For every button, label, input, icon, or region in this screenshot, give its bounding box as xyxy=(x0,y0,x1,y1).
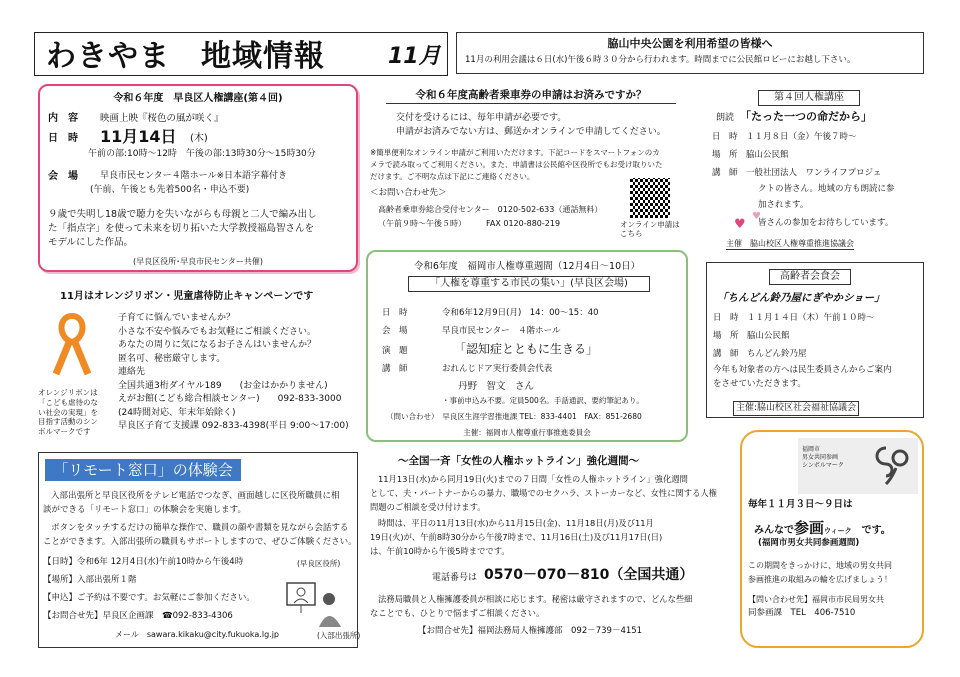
reading-title: 「たった一つの命だから」 xyxy=(740,110,872,123)
senior-lunch-title: 高齢者会食会 xyxy=(769,269,851,285)
lecture-detail: 場 所 脇山公民館 xyxy=(712,150,789,160)
description-line: ９歳で失明し18歳で聴力を失いながらも母親と二人で編み出し xyxy=(48,209,317,220)
symbol-mark-caption: 福岡市 男女共同参画 シンボルマーク xyxy=(802,446,844,469)
hotline-paragraph: 法務局職員と人権擁護委員が相談に応じます。秘密は厳守されますので、どんな些細 xyxy=(378,594,693,604)
remote-paragraph: 入部出張所と早良区役所をテレビ電話でつなぎ、画面越しに区役所職員に相 xyxy=(51,491,340,501)
equality-week-dates: 毎年１１月３日～９日は xyxy=(748,499,853,510)
wakiyama-lecture-title: 第４回人権講座 xyxy=(758,90,860,106)
heart-icon: ♥ xyxy=(734,217,746,232)
equality-week-description: 参画推進の取組みの輪を広げましょう！ xyxy=(748,575,892,584)
masthead-title: わきやま 地域情報 xyxy=(46,39,325,74)
event-times: 午前の部:10時～12時 午後の部:13時30分～15時30分 xyxy=(88,149,316,159)
hotline-phone-number[interactable]: 0570－070－810（全国共通） xyxy=(484,567,694,583)
row-label: 会 場 xyxy=(382,326,408,336)
lecture-detail: 加されます。 xyxy=(758,200,809,210)
lecturer-name: 丹野 智文 さん xyxy=(458,381,535,392)
bus-pass-title: 令和６年度高齢者乗車券の申請はお済みですか？ xyxy=(386,88,676,104)
bus-pass-contact: （午前９時～午後５時） FAX 0120-880-219 xyxy=(378,219,561,228)
lecture-topic: 「認知症とともに生きる」 xyxy=(454,342,599,356)
lecture-detail: 講 師 一般社団法人 ワンライフプロジェ xyxy=(712,168,882,178)
park-notice-text: 11月の利用会議は６日(水)午後６時３０分から行われます。時間までに公民館ロビーにお越し下さい。 xyxy=(465,55,856,65)
lunch-detail: 講 師 ちんどん鈴乃屋 xyxy=(713,349,807,359)
lunch-detail: 今年も対象者の方へは民生委員さんからご案内 xyxy=(713,365,892,375)
qr-caption: オンライン申請は こちら xyxy=(620,220,680,238)
bus-pass-note: だけます。ご不明な点は下記にご連絡ください。 xyxy=(370,172,535,181)
masthead-month: 11月 xyxy=(388,44,441,69)
row-label: 講 師 xyxy=(382,364,408,374)
lunch-detail: 日 時 １１月１４日（木）午前１０時～ xyxy=(713,313,875,323)
row-label: 演 題 xyxy=(382,346,408,356)
lunch-detail: 場 所 脇山公民館 xyxy=(713,331,790,341)
capacity-note: (午前、午後とも先着500名・申込不要) xyxy=(90,185,250,195)
event-dow: (木) xyxy=(190,133,208,144)
remote-apply: 【申込】ご予約は不要です。お気軽にご参加ください。 xyxy=(43,593,255,603)
ward-office-caption: (早良区役所) xyxy=(297,559,341,568)
remote-mail: メール sawara.kikaku@city.fukuoka.lg.jp xyxy=(115,630,280,639)
hotline-paragraph: なことでも、ひとりで悩まずご相談ください。 xyxy=(370,608,545,618)
ribbon-caption: オレンジリボンは 「こども虐待のな い社会の実現」を 目指す活動のシン ボルマークです xyxy=(38,388,98,436)
human-rights-week-subtitle: 「人権を尊重する市民の集い」(早良区会場) xyxy=(408,276,650,292)
equality-week-name: (福岡市男女共同参画週間) xyxy=(758,538,860,548)
reading-label: 朗読 xyxy=(716,113,735,123)
bus-pass-contact: 高齢者乗車券総合受付センター 0120-502-633（通話無料） xyxy=(378,205,603,214)
hotline-paragraph: 時間は、平日の11月13日(水)から11月15日(金)、11月18日(月)及び11月 xyxy=(378,518,654,528)
remote-window-section xyxy=(38,452,361,648)
lecture-sponsor: 主催 脇山校区人権尊重推進協議会 xyxy=(726,238,854,250)
equality-week-contact: 同参画課 TEL 406-7510 xyxy=(748,608,856,618)
description-line: た「指点字」を使って未来を切り拓いた大学教授福島智さんを xyxy=(48,223,315,234)
womens-hotline-section xyxy=(366,452,738,648)
content-label: 内 容 xyxy=(48,113,78,124)
hotline-paragraph: 問題のご相談を受け付けます。 xyxy=(370,502,486,512)
jinken-kouza-title: 令和６年度 早良区人権講座(第４回) xyxy=(113,93,283,104)
gender-equality-symbol-icon xyxy=(872,442,914,490)
remote-paragraph: 談ができる「リモート窓口」の体験会を実施します。 xyxy=(43,505,246,515)
cosponsor-note: (早良区役所･早良市民センター共催) xyxy=(133,257,263,266)
content-value: 映画上映『桜色の風が咲く』 xyxy=(100,113,224,124)
bus-pass-note: ※簡単便利なオンライン申請がご利用いただけます。下記コードをスマートフォンのカ xyxy=(370,148,660,157)
wakiyama-lecture-section xyxy=(706,86,924,256)
orange-ribbon-icon xyxy=(50,308,94,378)
bus-pass-contact-label: ＜お問い合わせ先＞ xyxy=(370,188,447,198)
heart-icon: ♥ xyxy=(752,211,761,222)
remote-paragraph: ことができます。入部出張所の職員もサポートしますので、ぜひご体験ください。 xyxy=(43,537,357,547)
lecture-detail: クトの皆さん。地域の方も朗読に参 xyxy=(758,184,895,194)
event-contact: （問い合わせ） 早良区生涯学習推進課 TEL：833-4401 FAX：851-2680 xyxy=(386,412,642,421)
qr-code[interactable] xyxy=(630,178,670,218)
hotline-paragraph: として、夫・パートナーからの暴力、職場でのセクハラ、ストーカーなど、女性に関する人権 xyxy=(370,488,717,498)
human-rights-week-title: 令和6年度 福岡市人権尊重週間（12月4日～10日） xyxy=(413,261,641,272)
park-notice-title: 脇山中央公園を利用希望の皆様へ xyxy=(607,37,773,50)
row-value: 令和6年12月9日(月) 14：00～15：40 xyxy=(442,308,599,318)
row-value: 早良市民センター ４階ホール xyxy=(442,326,561,336)
lunch-detail: をさせていただきます。 xyxy=(713,379,806,389)
row-label: 日 時 xyxy=(382,308,408,318)
remote-place: 【場所】入部出張所１階 xyxy=(43,575,137,585)
remote-window-title: 「リモート窓口」の体験会 xyxy=(45,459,241,481)
hotline-paragraph: 19日(火)が、午前8時30分から午後7時まで、11月16日(土)及び11月17日(日) xyxy=(370,532,663,542)
remote-date: 【日時】令和6年 12月4日(水)午前10時から午後4時 xyxy=(43,557,244,567)
senior-lunch-subtitle: 「ちんどん鈴乃屋にぎやかショー」 xyxy=(717,292,885,304)
gender-equality-section xyxy=(740,430,924,648)
venue-label: 会 場 xyxy=(48,171,78,182)
equality-week-description: この期間をきっかけに、地域の男女共同 xyxy=(748,561,892,570)
bus-pass-section xyxy=(366,86,696,244)
event-note: ・事前申込み不要。定員500名。手話通訳、要約筆記あり。 xyxy=(442,396,644,405)
park-notice xyxy=(456,32,924,74)
remote-contact: 【お問合せ先】早良区企画課 ☎092-833-4306 xyxy=(43,611,233,621)
senior-lunch-section xyxy=(706,262,924,418)
lunch-sponsor: 主催:脇山校区社会福祉協議会 xyxy=(733,401,859,416)
human-rights-week-section xyxy=(366,250,688,442)
bus-pass-line: 申請がお済みでない方は、郵送かオンラインで申請してください。 xyxy=(396,127,666,137)
branch-office-caption: (入部出張所) xyxy=(317,631,361,640)
bus-pass-line: 交付を受けるには、毎年申請が必要です。 xyxy=(396,113,567,123)
hotline-contact: 【お問合せ先】福岡法務局人権擁護部 092－739－4151 xyxy=(418,626,643,636)
orange-ribbon-body: 子育てに悩んでいませんか？ 小さな不安や悩みでもお気軽にご相談ください。 あなたの周りに気になるお子さんはいませんか？ 匿名可、秘密厳守します。 連絡先 全国共通3桁ダイヤル189 (お金はかかりません) えがお館(こども総合相談センター) 092-833-3000 (24時間対応、年末年始除く) 早良区子育て支援課 092-833-4398(平日 9:00～17:00) xyxy=(118,313,349,431)
description-line: モデルにした作品。 xyxy=(48,237,134,248)
video-call-illustration xyxy=(285,577,345,629)
bus-pass-note: メラで読み取ってご利用ください。また、申請書は公民館や区役所でもお受け取りいた xyxy=(370,160,663,169)
venue-value: 早良市民センター４階ホール※日本語字幕付き xyxy=(100,171,288,181)
lecture-detail: 日 時 １１月８日（金）午後７時～ xyxy=(712,132,857,142)
event-sponsor: 主催：福岡市人権尊重行事推進委員会 xyxy=(463,428,591,437)
hotline-paragraph: は、午前10時から午後5時までです。 xyxy=(370,546,510,556)
equality-week-slogan: みんなで参画ウィーク です。 xyxy=(754,519,891,537)
lecture-invitation: 皆さんの参加をお待ちしています。 xyxy=(758,218,894,228)
event-date: 11月14日 xyxy=(100,127,177,146)
hotline-title: ～全国一斉「女性の人権ホットライン」強化週間～ xyxy=(398,455,640,467)
datetime-label: 日 時 xyxy=(48,133,78,144)
hotline-tel-label: 電話番号は xyxy=(432,573,478,583)
orange-ribbon-title: 11月はオレンジリボン・児童虐待防止キャンペーンです xyxy=(60,291,314,302)
equality-week-contact: 【問い合わせ先】福岡市市民局男女共 xyxy=(748,595,884,604)
row-value: おれんじドア実行委員会代表 xyxy=(442,364,553,374)
hotline-paragraph: 11月13日(水)から同月19日(火)までの７日間「女性の人権ホットライン」強化週間 xyxy=(378,474,688,484)
remote-paragraph: ボタンをタッチするだけの簡単な操作で、職員の顔や書類を見ながら会話する xyxy=(51,523,349,533)
jinken-kouza-section xyxy=(38,84,358,272)
